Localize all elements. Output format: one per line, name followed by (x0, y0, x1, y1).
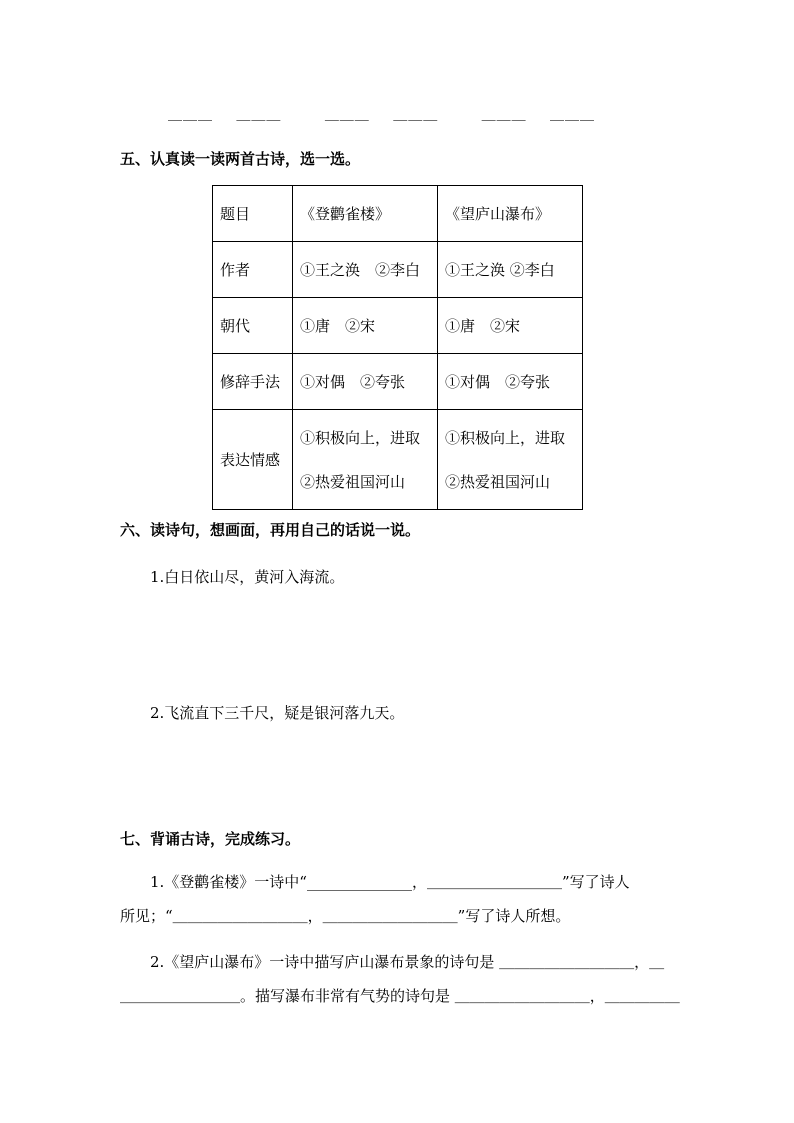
table-cell (293, 410, 438, 510)
answer-blank: ＿＿＿ (550, 108, 596, 124)
table-row (213, 354, 583, 410)
option-line: ①积极向上，进取 (445, 428, 566, 447)
table-row (213, 242, 583, 298)
table-cell: ①王之涣 ②李白 (438, 242, 583, 298)
answer-blanks-row (168, 104, 595, 124)
table-cell: ①唐 ②宋 (438, 298, 583, 354)
table-cell: ①对偶 ②夸张 (293, 354, 438, 410)
table-row (213, 410, 583, 510)
section-5-heading: 五、认真读一读两首古诗，选一选。 (120, 150, 361, 168)
table-cell: 《登鹳雀楼》 (293, 186, 438, 242)
question-2-line-1: 2.《望庐山瀑布》一诗中描写庐山瀑布景象的诗句是 ＿＿＿＿＿＿＿＿＿，＿ (150, 953, 665, 971)
answer-blank: ＿＿＿ (236, 108, 282, 124)
answer-blank: ＿＿＿ (324, 108, 370, 124)
poem-line-2: 2.飞流直下三千尺，疑是银河落九天。 (150, 704, 405, 722)
row-label: 表达情感 (213, 410, 293, 510)
option-line: ②热爱祖国河山 (445, 472, 551, 491)
section-7-heading: 七、背诵古诗，完成练习。 (120, 830, 301, 848)
table-row (213, 186, 583, 242)
row-label: 修辞手法 (213, 354, 293, 410)
answer-blank: ＿＿＿ (393, 108, 439, 124)
table-cell: ①王之涣 ②李白 (293, 242, 438, 298)
answer-blank: ＿＿＿ (168, 108, 213, 124)
table-row (213, 298, 583, 354)
row-label: 朝代 (213, 298, 293, 354)
answer-blank: ＿＿＿ (481, 108, 527, 124)
section-6-heading: 六、读诗句，想画面，再用自己的话说一说。 (120, 521, 421, 539)
table-cell: ①对偶 ②夸张 (438, 354, 583, 410)
row-label: 作者 (213, 242, 293, 298)
poem-line-1: 1.白日依山尽，黄河入海流。 (150, 568, 345, 586)
option-line: ②热爱祖国河山 (300, 472, 406, 491)
poem-comparison-table (212, 185, 583, 510)
table-cell: ①唐 ②宋 (293, 298, 438, 354)
row-label: 题目 (213, 186, 293, 242)
question-1-line-1: 1.《登鹳雀楼》一诗中“______________，＿＿＿＿＿＿＿＿＿”写了诗人 (150, 873, 630, 891)
option-line: ①积极向上，进取 (300, 428, 421, 447)
question-2-line-2: ＿＿＿＿＿＿＿＿。描写瀑布非常有气势的诗句是 ＿＿＿＿＿＿＿＿＿，＿＿＿＿＿ (120, 987, 680, 1005)
question-1-line-2: 所见；“＿＿＿＿＿＿＿＿＿，＿＿＿＿＿＿＿＿＿”写了诗人所想。 (120, 907, 571, 925)
table-cell (438, 410, 583, 510)
table-cell: 《望庐山瀑布》 (438, 186, 583, 242)
